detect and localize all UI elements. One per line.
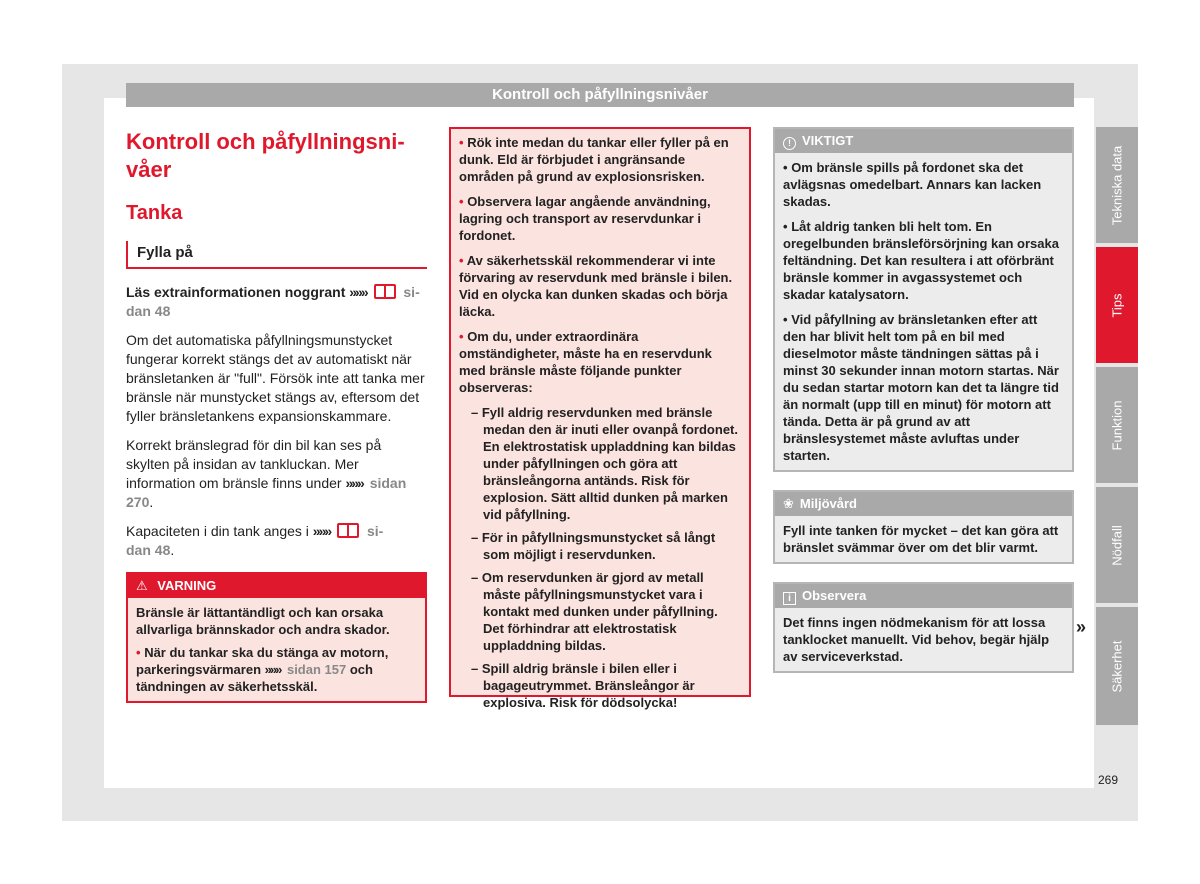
environment-title: Miljövård [799, 496, 857, 511]
note-body: Det finns ingen nödmekanism för att lossa tanklocket manuellt. Vid behov, begär hjälp av serviceverkstad. [783, 615, 1050, 664]
important-item [783, 218, 1064, 303]
tab-label: Funktion [1109, 400, 1125, 450]
warning-item-text: Rök inte medan du tankar eller fyller på en dunk. Eld är förbjudet i angränsande områden på grund av explosionsrisken. [459, 135, 729, 184]
warning-subitem [459, 569, 741, 654]
warning-item [459, 193, 741, 244]
warning-item-text: När du tankar ska du stänga av motorn, parkeringsvärmaren [136, 645, 389, 677]
warning-item-text: Observera lagar angående användning, lagring och transport av reservdunkar i fordonet. [459, 194, 711, 243]
paragraph-1: Om det automatiska påfyllningsmunstycket fungerar korrekt stängs det av automatiskt när bränsletanken är "full". Försök inte att tanka mer bränsle när munstycket stängs av, eftersom det fyller bränsletankens expansionskammare. [126, 332, 425, 424]
important-item-text: Vid påfyllning av bränsletanken efter att den har blivit helt tom på en bil med dieselmotor måste tändningen sättas på i minst 30 sekunder innan motorn startas. När du sedan startar motorn kan det ta längre tid än normalt (upp till en minut) för motorn att tända. Detta är på grund av att bränslesystemet måste avluftas under starten. [783, 312, 1059, 463]
chapter-header: Kontroll och påfyllningsnivåer [126, 83, 1074, 107]
section-title: Tanka [126, 202, 183, 224]
warning-item [459, 328, 741, 396]
reference-arrows: »»» [264, 662, 281, 677]
warning-title: VARNING [157, 578, 217, 593]
note-header [775, 584, 1072, 608]
page-ref-link-b[interactable]: dan 48 [126, 542, 171, 558]
warning-subitem-text: Om reservdunken är gjord av metall måste påfyllningsmunstycket vara i kontakt med dunken under påfyllning. Det förhindrar att elektrostatisk uppladdning bildas. [481, 570, 718, 653]
important-item-text: Om bränsle spills på fordonet ska det avlägsnas omedelbart. Annars kan lacken skadas. [783, 160, 1042, 209]
tab-tekniska-data[interactable] [1096, 127, 1138, 243]
important-icon: ! [783, 137, 796, 150]
lead-paragraph [126, 283, 427, 321]
bullet: • [459, 194, 464, 209]
book-icon [337, 523, 359, 538]
tab-label: Nödfall [1109, 524, 1125, 566]
bullet: • [783, 219, 788, 234]
environment-header [775, 492, 1072, 516]
book-icon [374, 284, 396, 299]
dash: – [471, 405, 479, 420]
chapter-tabs [1096, 127, 1138, 729]
page-title: Kontroll och påfyllningsni- våer [126, 129, 405, 182]
bullet: • [783, 160, 788, 175]
warning-item-text: Om du, under extraordinära omständigheter, måste ha en reservdunk med bränsle måste följande punkter observeras: [459, 329, 712, 395]
page-number: 269 [1098, 773, 1119, 787]
warning-triangle-icon: ⚠ [136, 578, 148, 593]
page-ref-link[interactable]: sidan 157 [286, 662, 347, 677]
column-right [773, 127, 1074, 673]
warning-box [126, 572, 427, 703]
important-item-text: Låt aldrig tanken bli helt tom. En oregelbunden bränsleförsörjning kan orsaka feltändning. Det kan resultera i att oförbränt bränsle kommer in avgassystemet och skadar katalysatorn. [783, 219, 1059, 302]
lead-ref-b[interactable]: dan 48 [126, 303, 171, 319]
info-icon: i [783, 592, 796, 605]
important-header [775, 129, 1072, 153]
important-item [783, 311, 1064, 464]
bullet: • [459, 329, 464, 344]
flower-icon: ❀ [783, 496, 794, 511]
paragraph-2-text: Korrekt bränslegrad för din bil kan ses på skylten på insidan av tankluckan. Mer information om bränsle finns under [126, 437, 382, 491]
environment-body: Fyll inte tanken för mycket – det kan göra att bränslet svämmar över om det blir varmt. [783, 523, 1059, 555]
tab-label: Tips [1109, 292, 1125, 318]
paragraph-2: Korrekt bränslegrad för din bil kan ses på skylten på insidan av tankluckan. Mer information om bränsle finns under »»» sidan 270. [126, 437, 407, 510]
important-box [773, 127, 1074, 472]
note-box [773, 582, 1074, 673]
tab-label: Säkerhet [1109, 639, 1125, 693]
tab-nodfall[interactable] [1096, 487, 1138, 603]
lead-ref-a[interactable]: si- [403, 284, 420, 300]
warning-body [128, 598, 425, 701]
environment-box [773, 490, 1074, 564]
warning-subitem-text: Spill aldrig bränsle i bilen eller i bagageutrymmet. Bränsleångor är explosiva. Risk för dödsolycka! [481, 661, 695, 710]
important-title: VIKTIGT [802, 133, 854, 148]
bullet: • [459, 135, 464, 150]
warning-item [136, 644, 417, 695]
paragraph-3: Kapaciteten i din tank anges i »»» si- dan 48. [126, 523, 384, 558]
lead-text: Läs extrainformationen noggrant [126, 284, 346, 300]
warning-continued-box [449, 127, 751, 710]
tab-tips[interactable] [1096, 247, 1138, 363]
page-ref-link[interactable]: sidan 270 [126, 475, 407, 510]
subsection-title: Fylla på [126, 241, 427, 269]
tab-sakerhet[interactable] [1096, 607, 1138, 725]
note-title: Observera [802, 588, 867, 603]
column-left [126, 128, 427, 703]
bullet: • [783, 312, 788, 327]
reference-arrows: »»» [312, 523, 331, 539]
dash: – [471, 661, 479, 676]
continue-arrow-icon: » [1076, 617, 1087, 637]
warning-subitem-text: För in påfyllningsmunstycket så långt som möjligt i reservdunken. [481, 530, 716, 562]
warning-subitem-text: Fyll aldrig reservdunken med bränsle medan den är inuti eller ovanpå fordonet. En elektrostatisk uppladdning kan bildas under påfyllningen och göra att bränsleångorna antänds. Risk för explosion. Sätt alltid dunken på marken vid påfyllning. [481, 405, 738, 522]
warning-subitem [459, 404, 741, 523]
reference-arrows: »»» [349, 284, 367, 300]
dash: – [471, 530, 479, 545]
bullet: • [459, 253, 464, 268]
warning-item-text: Av säkerhetsskäl rekommenderar vi inte förvaring av reservdunk med bränsle i bilen. Vid en olycka kan dunken skadas och börja läcka. [459, 253, 733, 319]
tab-funktion[interactable] [1096, 367, 1138, 483]
warning-intro: Bränsle är lättantändligt och kan orsaka allvarliga brännskador och andra skador. [136, 605, 390, 637]
important-item [783, 159, 1064, 210]
warning-header [128, 574, 425, 598]
warning-item-tail: och tändningen av säkerhetsskäl. [136, 662, 373, 694]
dash: – [471, 570, 479, 585]
warning-item [459, 252, 741, 320]
paragraph-3-text: Kapaciteten i din tank anges i [126, 523, 309, 539]
tab-label: Tekniska data [1109, 145, 1125, 225]
bullet: • [136, 645, 141, 660]
reference-arrows: »»» [345, 475, 363, 491]
warning-item [459, 134, 741, 185]
warning-subitem [459, 529, 741, 563]
warning-subitem [459, 660, 741, 711]
page-ref-link-a[interactable]: si- [366, 523, 384, 539]
important-body [775, 153, 1072, 470]
